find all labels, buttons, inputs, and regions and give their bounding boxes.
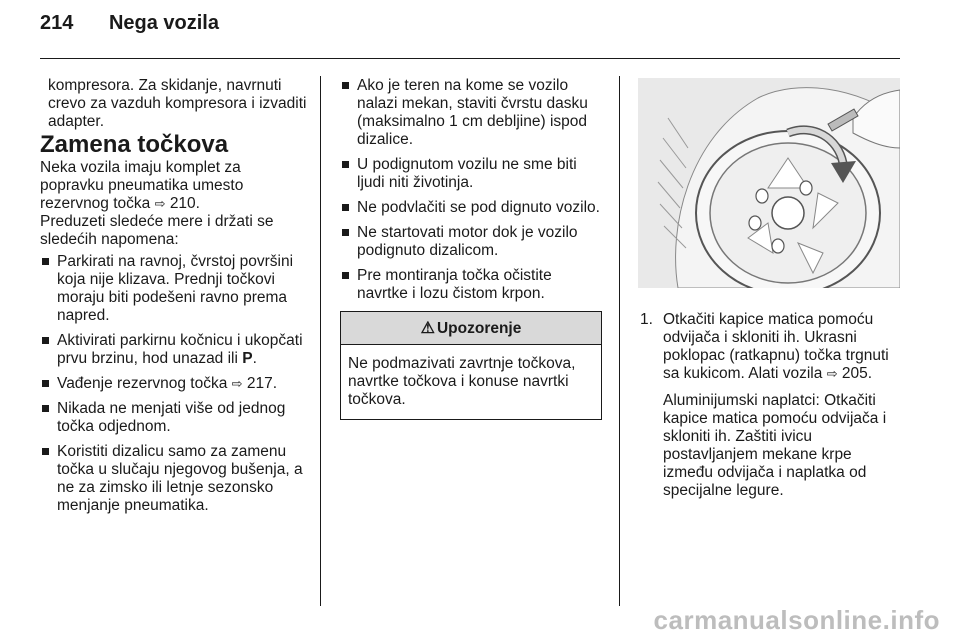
watermark: carmanualsonline.info bbox=[653, 605, 940, 635]
wheel-cover-illustration bbox=[638, 78, 900, 288]
column-1 bbox=[40, 77, 308, 522]
warning-header bbox=[341, 312, 601, 345]
reference-arrow-icon: ⇨ bbox=[231, 376, 243, 391]
bullet-list-2 bbox=[340, 77, 602, 303]
reference-arrow-icon: ⇨ bbox=[154, 196, 166, 211]
list-item bbox=[640, 311, 902, 500]
list-item: Aktivirati parkirnu kočnicu i ukopčati prvu brzinu, hod unazad ili P. bbox=[40, 332, 308, 368]
intro-text: kompresora. Za skidanje, navrnuti crevo za vazduh kompresora i izvaditi adapter. bbox=[48, 77, 307, 130]
step-note: Aluminijumski naplatci: Otkačiti kapice matica pomoću odvijača i skloniti ih. Zaštiti ivicu postavljanjem mekane krpe između odvijača i naplatka od specijalne legure. bbox=[663, 392, 887, 499]
column-2 bbox=[340, 77, 602, 420]
list-item: U podignutom vozilu ne sme biti ljudi niti životinja. bbox=[340, 156, 602, 192]
bullet-list-1 bbox=[40, 253, 308, 515]
list-item: Nikada ne menjati više od jednog točka odjednom. bbox=[40, 400, 308, 436]
column-3 bbox=[640, 311, 902, 500]
gear-p-label: P bbox=[242, 350, 253, 367]
para-repair-kit: Neka vozila imaju komplet za popravku pneumatika umesto rezervnog točka ⇨ 210. bbox=[40, 159, 244, 212]
steps-list bbox=[640, 311, 902, 500]
column-divider-2 bbox=[619, 76, 620, 606]
warning-title: Upozorenje bbox=[436, 320, 522, 337]
list-item: Parkirati na ravnoj, čvrstoj površini koja nije klizava. Prednji točkovi moraju biti podešeni ravno prema napred. bbox=[40, 253, 308, 325]
para-measures: Preduzeti sledeće mere i držati se sledećih napomena: bbox=[40, 213, 274, 248]
list-item: Ne startovati motor dok je vozilo podignuto dizalicom. bbox=[340, 224, 602, 260]
warning-box bbox=[340, 311, 602, 420]
list-item: Ne podvlačiti se pod dignuto vozilo. bbox=[340, 199, 602, 217]
heading-wheel-change: Zamena točkova bbox=[40, 131, 229, 158]
step-number: 1. bbox=[640, 311, 653, 328]
warning-triangle-icon: ⚠ bbox=[420, 320, 435, 337]
warning-text: Ne podmazivati zavrtnje točkova, navrtke točkova i konuse navrtki točkova. bbox=[348, 355, 576, 408]
list-item: Koristiti dizalicu samo za zamenu točka u slučaju njegovog bušenja, a ne za zimsko ili letnje sezonsko menjanje pneumatika. bbox=[40, 443, 308, 515]
step-text: Otkačiti kapice matica pomoću odvijača i skloniti ih. Ukrasni poklopac (ratkapnu) točka trgnuti sa kukicom. Alati vozila ⇨ 205. bbox=[663, 311, 889, 382]
header-rule bbox=[40, 58, 900, 59]
page-number: 214 bbox=[40, 12, 74, 34]
list-item: Vađenje rezervnog točka ⇨ 217. bbox=[40, 375, 308, 393]
page-header bbox=[40, 12, 219, 35]
list-item: Pre montiranja točka očistite navrtke i lozu čistom krpon. bbox=[340, 267, 602, 303]
reference-arrow-icon: ⇨ bbox=[826, 366, 838, 381]
section-title: Nega vozila bbox=[108, 12, 219, 34]
column-divider-1 bbox=[320, 76, 321, 606]
list-item: Ako je teren na kome se vozilo nalazi mekan, staviti čvrstu dasku (maksimalno 1 cm debljine) ispod dizalice. bbox=[340, 77, 602, 149]
